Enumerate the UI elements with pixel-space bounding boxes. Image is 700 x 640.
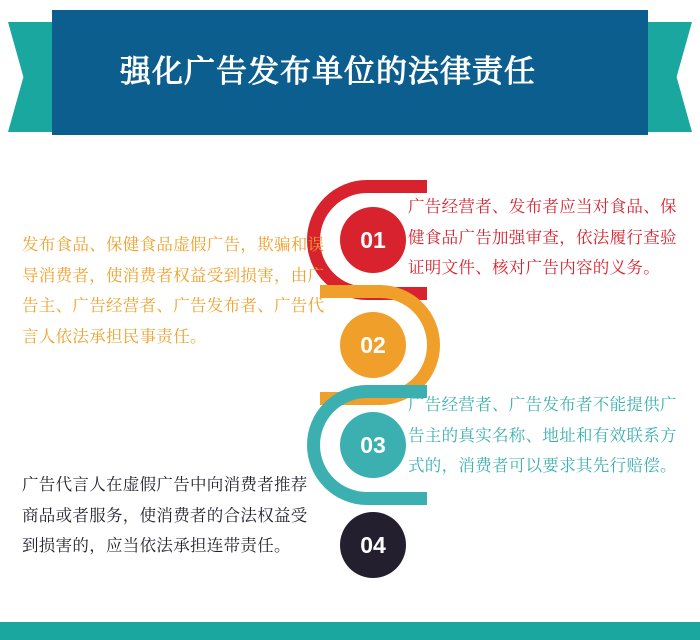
page-title: 强化广告发布单位的法律责任 <box>120 54 536 90</box>
step-number-01: 01 <box>340 207 406 273</box>
step-text-02: 发布食品、保健食品虚假广告，欺骗和误导消费者，使消费者权益受到损害，由广告主、广告经营者、广告发布者、广告代言人依法承担民事责任。 <box>22 236 325 346</box>
step-number-03: 03 <box>340 412 406 478</box>
step-text-04: 广告代言人在虚假广告中向消费者推荐商品或者服务，使消费者的合法权益受到损害的，应当依法承担连带责任。 <box>22 476 308 556</box>
step-number-04: 04 <box>340 512 406 578</box>
header-banner <box>52 10 648 135</box>
step-text-01: 广告经营者、发布者应当对食品、保健食品广告加强审查，依法履行查验证明文件、核对广告内容的义务。 <box>408 198 677 278</box>
bottom-accent-bar <box>0 622 700 640</box>
step-text-03: 广告经营者、广告发布者不能提供广告主的真实名称、地址和有效联系方式的，消费者可以要求其先行赔偿。 <box>408 396 677 476</box>
step-number-02: 02 <box>340 312 406 378</box>
